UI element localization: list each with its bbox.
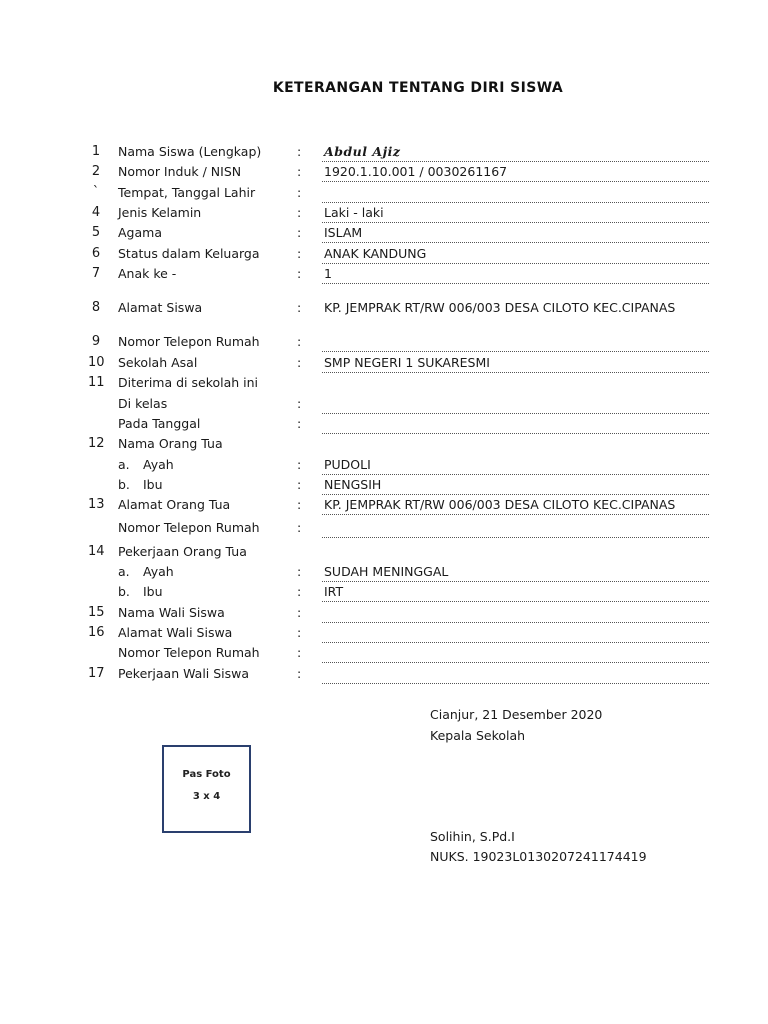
field-row-agama: [0, 225, 768, 243]
field-value: [322, 396, 709, 414]
field-value: [322, 416, 709, 434]
field-row-nama-ayah: [0, 457, 768, 475]
colon: :: [297, 334, 302, 349]
sub-item-letter: b.: [118, 477, 130, 492]
row-number: 1: [91, 144, 101, 159]
field-label: Tempat, Tanggal Lahir: [118, 185, 256, 200]
field-value: [322, 625, 709, 643]
field-label: Nama Wali Siswa: [118, 605, 225, 620]
field-row-di-kelas: [0, 396, 768, 414]
row-number: 11: [88, 375, 105, 390]
signature-place-date: Cianjur, 21 Desember 2020: [430, 707, 603, 722]
field-value: ISLAM: [322, 225, 709, 243]
photo-size: 3 x 4: [192, 791, 221, 802]
field-label: Alamat Wali Siswa: [118, 625, 233, 640]
field-row-telepon-orang-tua: [0, 520, 768, 538]
field-row-nama-siswa: [0, 144, 768, 162]
field-row-sekolah-asal: [0, 355, 768, 373]
row-number: 9: [91, 334, 101, 349]
sub-item-letter: a.: [118, 457, 130, 472]
field-value: IRT: [322, 584, 709, 602]
field-value: KP. JEMPRAK RT/RW 006/003 DESA CILOTO KEC.CIPANAS: [324, 300, 676, 315]
row-number: 15: [88, 605, 105, 620]
field-row-telepon-wali: [0, 645, 768, 663]
row-number: `: [92, 185, 100, 200]
field-label: Nomor Telepon Rumah: [118, 645, 260, 660]
row-number: 5: [91, 225, 101, 240]
field-label: Nama Siswa (Lengkap): [118, 144, 262, 159]
field-row-telepon-rumah: [0, 334, 768, 352]
field-label: Di kelas: [118, 396, 168, 411]
row-number: 8: [91, 300, 101, 315]
field-label: Status dalam Keluarga: [118, 246, 260, 261]
field-row-pekerjaan-wali: [0, 666, 768, 684]
colon: :: [297, 355, 302, 370]
field-row-pekerjaan-ibu: [0, 584, 768, 602]
row-number: 12: [88, 436, 105, 451]
colon: :: [297, 497, 302, 512]
colon: :: [297, 225, 302, 240]
colon: :: [297, 205, 302, 220]
colon: :: [297, 520, 302, 535]
field-value: Abdul Ajiz: [322, 144, 709, 162]
sub-item-letter: b.: [118, 584, 130, 599]
field-row-alamat-wali: [0, 625, 768, 643]
field-label: Nomor Telepon Rumah: [118, 334, 260, 349]
field-row-diterima: [0, 375, 768, 393]
field-label: Nama Orang Tua: [118, 436, 223, 451]
field-row-alamat-siswa: [0, 300, 768, 318]
field-label: Nomor Induk / NISN: [118, 164, 242, 179]
colon: :: [297, 164, 302, 179]
colon: :: [297, 457, 302, 472]
field-value: [322, 185, 709, 203]
field-value: [322, 520, 709, 538]
field-label: Pekerjaan Wali Siswa: [118, 666, 250, 681]
field-row-anak-ke: [0, 266, 768, 284]
field-value: [322, 605, 709, 623]
field-value: SUDAH MENINGGAL: [322, 564, 709, 582]
field-row-nama-orang-tua: [0, 436, 768, 454]
field-row-tempat-tanggal-lahir: [0, 185, 768, 203]
field-label: Sekolah Asal: [118, 355, 198, 370]
field-label: Pada Tanggal: [118, 416, 201, 431]
colon: :: [297, 584, 302, 599]
field-label: Pekerjaan Orang Tua: [118, 544, 247, 559]
colon: :: [297, 396, 302, 411]
field-row-pada-tanggal: [0, 416, 768, 434]
field-row-pekerjaan-orang-tua: [0, 544, 768, 562]
field-value: KP. JEMPRAK RT/RW 006/003 DESA CILOTO KEC.CIPANAS: [322, 497, 709, 515]
document-title: KETERANGAN TENTANG DIRI SISWA: [272, 80, 564, 96]
colon: :: [297, 246, 302, 261]
field-value: ANAK KANDUNG: [322, 246, 709, 264]
field-label: Diterima di sekolah ini: [118, 375, 259, 390]
row-number: 14: [88, 544, 105, 559]
colon: :: [297, 185, 302, 200]
colon: :: [297, 625, 302, 640]
photo-label: Pas Foto: [182, 769, 231, 780]
field-row-nomor-induk: [0, 164, 768, 182]
field-value: [322, 645, 709, 663]
row-number: 2: [91, 164, 101, 179]
field-value: NENGSIH: [322, 477, 709, 495]
field-label: Alamat Siswa: [118, 300, 203, 315]
colon: :: [297, 416, 302, 431]
signature-position: Kepala Sekolah: [430, 728, 526, 743]
colon: :: [297, 477, 302, 492]
colon: :: [297, 645, 302, 660]
colon: :: [297, 300, 302, 315]
row-number: 6: [91, 246, 101, 261]
field-value: 1920.1.10.001 / 0030261167: [322, 164, 709, 182]
row-number: 4: [91, 205, 101, 220]
field-row-nama-wali: [0, 605, 768, 623]
field-value: PUDOLI: [322, 457, 709, 475]
colon: :: [297, 144, 302, 159]
field-label: Alamat Orang Tua: [118, 497, 231, 512]
field-row-pekerjaan-ayah: [0, 564, 768, 582]
field-value: SMP NEGERI 1 SUKARESMI: [322, 355, 709, 373]
field-label: Ayah: [143, 457, 174, 472]
row-number: 17: [88, 666, 105, 681]
row-number: 13: [88, 497, 105, 512]
row-number: 16: [88, 625, 105, 640]
field-label: Anak ke -: [118, 266, 177, 281]
field-value: 1: [322, 266, 709, 284]
signature-nuks: NUKS. 19023L0130207241174419: [430, 849, 647, 864]
field-label: Agama: [118, 225, 162, 240]
field-row-status-keluarga: [0, 246, 768, 264]
field-row-nama-ibu: [0, 477, 768, 495]
colon: :: [297, 666, 302, 681]
signature-name: Solihin, S.Pd.I: [430, 829, 515, 844]
field-value: Laki - laki: [322, 205, 709, 223]
sub-item-letter: a.: [118, 564, 130, 579]
field-label: Ibu: [143, 477, 163, 492]
colon: :: [297, 605, 302, 620]
field-value: [322, 666, 709, 684]
field-label: Ayah: [143, 564, 174, 579]
field-label: Ibu: [143, 584, 163, 599]
field-label: Jenis Kelamin: [118, 205, 202, 220]
photo-placeholder-box: [162, 745, 251, 833]
field-row-alamat-orang-tua: [0, 497, 768, 515]
row-number: 7: [91, 266, 101, 281]
row-number: 10: [88, 355, 105, 370]
colon: :: [297, 266, 302, 281]
field-value: [322, 334, 709, 352]
colon: :: [297, 564, 302, 579]
field-label: Nomor Telepon Rumah: [118, 520, 260, 535]
field-row-jenis-kelamin: [0, 205, 768, 223]
